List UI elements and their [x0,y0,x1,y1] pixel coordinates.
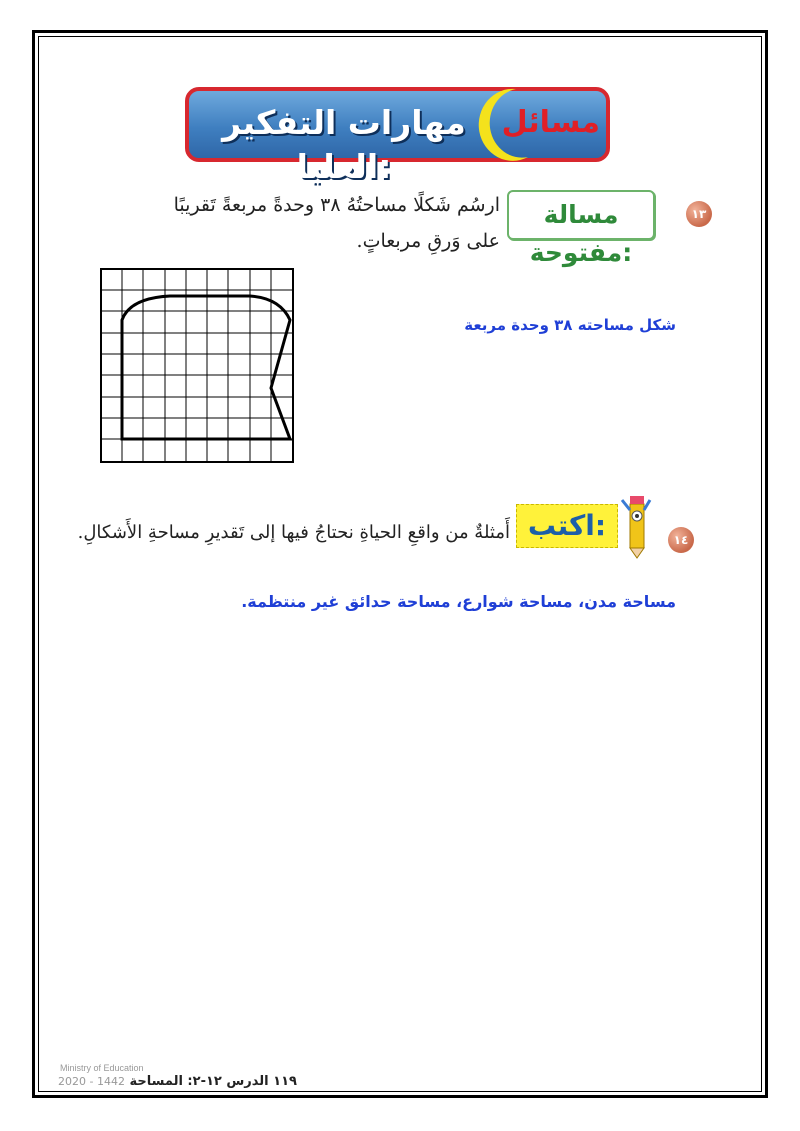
question-number-badge: ١٤ [668,527,694,553]
open-problem-tag [507,190,655,267]
question-13-answer: شكل مساحته ٣٨ وحدة مربعة [464,316,676,334]
question-14-text: أَمثلةٌ من واقعِ الحياةِ نحتاجُ فيها إلى تَقديرِ مساحةِ الأَشكالِ. [77,522,510,543]
section-banner [185,87,610,186]
ministry-watermark: Ministry of Education [60,1063,144,1073]
question-13-line-1: ارسُم شَكلًا مساحتُهُ ٣٨ وحدةً مربعةً تَقريبًا [173,194,500,216]
banner-label: مسائل [501,105,600,140]
open-problem-tag-label: مسالة مفتوحة: [529,200,633,267]
question-13-line-2: على وَرقِ مربعاتٍ. [356,230,500,252]
question-number-badge: ١٣ [686,201,712,227]
banner-title: مهارات التفكير العليا: [222,103,466,186]
question-14-answer: مساحة مدن، مساحة شوارع، مساحة حدائق غير منتظمة. [241,592,676,611]
footer-year: 2020 - 1442 [58,1075,125,1088]
pencil-mascot-icon [616,490,656,558]
square-grid-drawing [100,268,294,464]
lesson-title: الدرس ١٢-٢: المساحة [129,1074,269,1089]
page-number: ١١٩ [273,1074,297,1089]
write-tag [516,504,618,548]
write-tag-label: اكتب: [527,509,607,542]
page-footer [58,1074,297,1089]
